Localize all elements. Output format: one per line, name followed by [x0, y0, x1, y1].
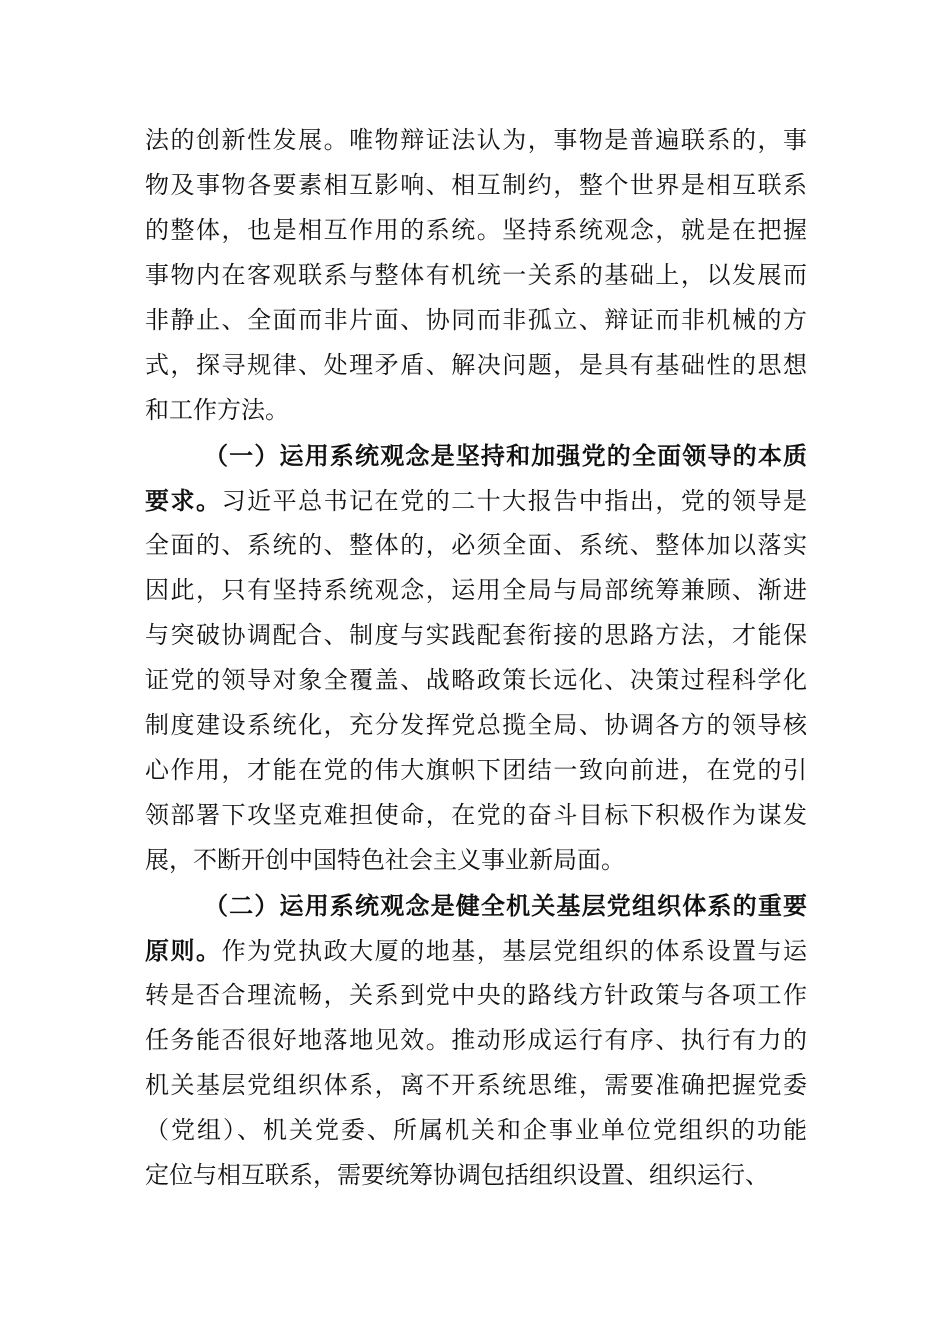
section-heading-tail: 原则。 — [145, 936, 222, 965]
paragraph-line: 与突破协调配合、制度与实践配套衔接的思路方法，才能保 — [145, 621, 807, 649]
paragraph-line: （党组）、机关党委、所属机关和企事业单位党组织的功能 — [145, 1116, 807, 1144]
section-heading: （一）运用系统观念是坚持和加强党的全面领导的本质 — [204, 441, 807, 470]
section-heading-line — [145, 883, 807, 928]
paragraph-line: 转是否合理流畅，关系到党中央的路线方针政策与各项工作 — [145, 981, 807, 1009]
document-body — [145, 118, 807, 1198]
paragraph-line: 物及事物各要素相互影响、相互制约，整个世界是相互联系 — [145, 171, 807, 199]
paragraph-line: 因此，只有坚持系统观念，运用全局与局部统筹兼顾、渐进 — [145, 576, 807, 604]
paragraph-line: 全面的、系统的、整体的，必须全面、系统、整体加以落实 — [145, 531, 807, 559]
paragraph-line: 非静止、全面而非片面、协同而非孤立、辩证而非机械的方 — [145, 306, 807, 334]
section-heading-line — [145, 433, 807, 478]
paragraph-line: 定位与相互联系，需要统筹协调包括组织设置、组织运行、 — [145, 1161, 769, 1189]
paragraph-line: 心作用，才能在党的伟大旗帜下团结一致向前进，在党的引 — [145, 756, 807, 784]
paragraph-line: 和工作方法。 — [145, 396, 289, 424]
paragraph-line: 法的创新性发展。唯物辩证法认为，事物是普遍联系的，事 — [145, 126, 807, 154]
paragraph-line — [145, 928, 807, 973]
section-heading-tail: 要求。 — [145, 486, 222, 515]
paragraph-line: 证党的领导对象全覆盖、战略政策长远化、决策过程科学化 — [145, 666, 807, 694]
paragraph-2 — [145, 433, 807, 883]
paragraph-line: 制度建设系统化，充分发挥党总揽全局、协调各方的领导核 — [145, 711, 807, 739]
paragraph-text: 习近平总书记在党的二十大报告中指出，党的领导是 — [221, 487, 807, 515]
paragraph-line: 事物内在客观联系与整体有机统一关系的基础上，以发展而 — [145, 261, 807, 289]
paragraph-line: 领部署下攻坚克难担使命，在党的奋斗目标下积极作为谋发 — [145, 801, 807, 829]
paragraph-line: 的整体，也是相互作用的系统。坚持系统观念，就是在把握 — [145, 216, 807, 244]
paragraph-1 — [145, 118, 807, 433]
paragraph-3 — [145, 883, 807, 1198]
section-heading: （二）运用系统观念是健全机关基层党组织体系的重要 — [204, 891, 807, 920]
paragraph-text: 作为党执政大厦的地基，基层党组织的体系设置与运 — [221, 937, 807, 965]
paragraph-line: 式，探寻规律、处理矛盾、解决问题，是具有基础性的思想 — [145, 351, 807, 379]
paragraph-line: 展，不断开创中国特色社会主义事业新局面。 — [145, 846, 625, 874]
paragraph-line: 任务能否很好地落地见效。推动形成运行有序、执行有力的 — [145, 1026, 807, 1054]
paragraph-line: 机关基层党组织体系，离不开系统思维，需要准确把握党委 — [145, 1071, 807, 1099]
paragraph-line — [145, 478, 807, 523]
